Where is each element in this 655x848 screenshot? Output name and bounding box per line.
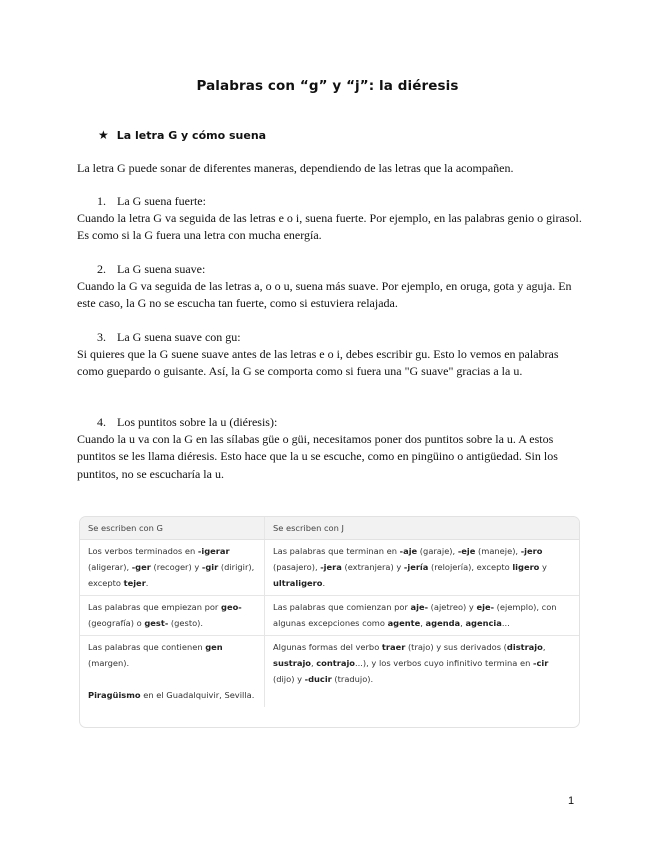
item-number: 3. xyxy=(97,330,106,344)
item-title-text: La G suena suave: xyxy=(117,262,206,276)
item-paragraph: Cuando la u va con la G en las sílabas güe o güi, necesitamos poner dos puntitos sobre la u. A estos puntitos se les llama diéresis. Esto hace que la u se escuche, como en pingüino o antigüedad. Sin los puntitos, no se escucharía la u. xyxy=(77,432,558,481)
item-title-text: La G suena fuerte: xyxy=(117,194,206,208)
table-cell-j: Las palabras que terminan en -aje (garaje), -eje (maneje), -jero (pasajero), -jera (extranjera) y -jería (relojería), excepto ligero y ultraligero. xyxy=(265,540,580,596)
table-cell-g: Los verbos terminados en -igerar (aligerar), -ger (recoger) y -gir (dirigir), excepto tejer. xyxy=(80,540,265,596)
item-paragraph: Cuando la letra G va seguida de las letras e o i, suena fuerte. Por ejemplo, en las palabras genio o girasol. Es como si la G fuera una letra con mucha energía. xyxy=(77,211,582,243)
item-title xyxy=(97,330,241,345)
table-cell-j: Algunas formas del verbo traer (trajo) y sus derivados (distrajo, sustrajo, contrajo...), y los verbos cuyo infinitivo termina en -cir (dijo) y -ducir (tradujo). xyxy=(265,636,580,708)
table-header-j: Se escriben con J xyxy=(265,517,580,540)
table-header-g: Se escriben con G xyxy=(80,517,265,540)
section-heading-text: La letra G y cómo suena xyxy=(116,129,267,142)
table-cell-g: Las palabras que contienen gen (margen). Piragüismo en el Guadalquivir, Sevilla. xyxy=(88,642,255,700)
item-number: 4. xyxy=(97,415,106,429)
table-cell-g: Las palabras que empiezan por geo- (geografía) o gest- (gesto). xyxy=(80,596,265,636)
item-title xyxy=(97,415,277,430)
section-heading xyxy=(98,128,266,142)
comparison-table xyxy=(79,516,580,728)
table-cell-j: Las palabras que comienzan por aje- (ajetreo) y eje- (ejemplo), con algunas excepciones como agente, agenda, agencia... xyxy=(265,596,580,636)
item-number: 1. xyxy=(97,194,106,208)
item-title xyxy=(97,262,205,277)
item-paragraph: Cuando la G va seguida de las letras a, o o u, suena más suave. Por ejemplo, en oruga, gota y aguja. En este caso, la G no se escucha tan fuerte, como si estuviera relajada. xyxy=(77,279,572,311)
item-title xyxy=(97,194,206,209)
item-number: 2. xyxy=(97,262,106,276)
table-row xyxy=(80,540,579,596)
item-paragraph: Si quieres que la G suene suave antes de las letras e o i, debes escribir gu. Esto lo vemos en palabras como guepardo o guisante. Así, la G se comporta como si fuera una "G suave" gracias a la u. xyxy=(77,347,559,379)
item-title-text: La G suena suave con gu: xyxy=(117,330,241,344)
star-icon: ★ xyxy=(98,128,109,142)
page-title: Palabras con “g” y “j”: la diéresis xyxy=(196,78,459,94)
table-row xyxy=(80,596,579,636)
table-row xyxy=(80,636,579,708)
intro-paragraph: La letra G puede sonar de diferentes maneras, dependiendo de las letras que la acompañen. xyxy=(77,161,514,175)
item-title-text: Los puntitos sobre la u (diéresis): xyxy=(117,415,278,429)
page-number: 1 xyxy=(568,795,575,807)
